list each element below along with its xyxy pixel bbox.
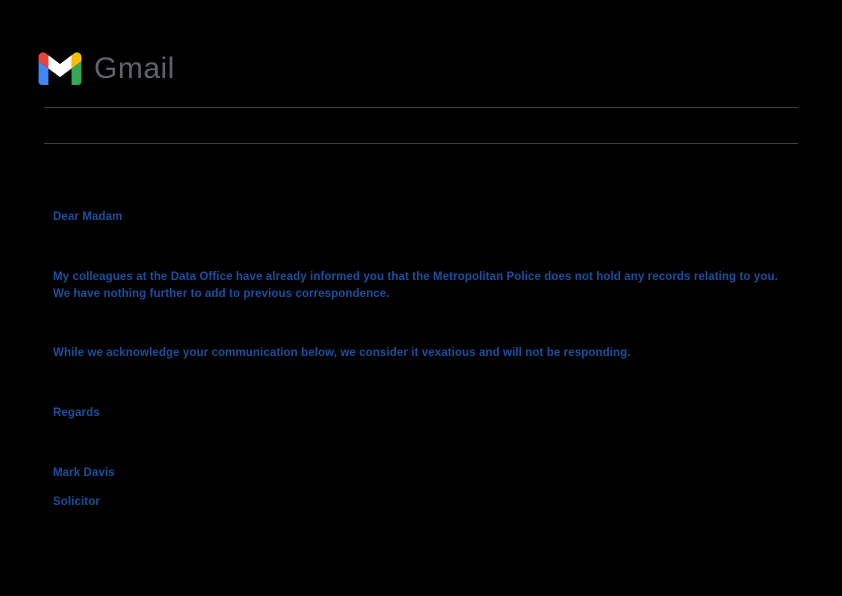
header-divider-top [44,107,798,108]
email-greeting: Dear Madam [53,211,123,223]
gmail-brand [38,52,175,85]
email-sender-role: Solicitor [53,496,100,508]
gmail-wordmark: Gmail [94,51,175,85]
header-divider-bottom [44,143,798,144]
email-sender-name: Mark Davis [53,467,115,479]
gmail-m-icon [38,52,82,85]
email-paragraph-2: While we acknowledge your communication below, we consider it vexatious and will not be responding. [53,347,631,359]
email-sign-off: Regards [53,407,100,419]
email-paragraph-1: My colleagues at the Data Office have already informed you that the Metropolitan Police does not hold any records relating to you. We have nothing further to add to previous correspondence. [53,271,778,300]
